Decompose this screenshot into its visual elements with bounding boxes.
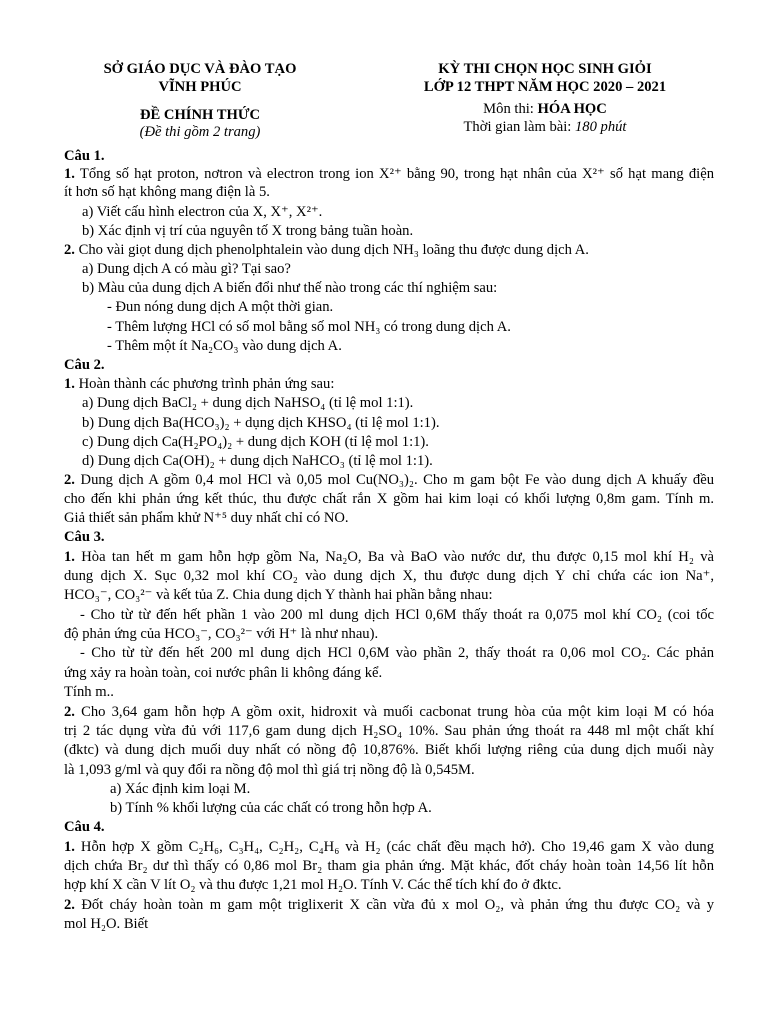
q3-part2-a: a) Xác định kim loại M. xyxy=(110,781,251,797)
q4-part2-line2: mol H₂O. Biết xyxy=(64,916,149,932)
q1-part2-b3: - Thêm một ít Na₂CO₃ vào dung dịch A. xyxy=(107,338,342,354)
question-4-title: Câu 4. xyxy=(64,819,105,835)
q3-part2-text: Cho 3,64 gam hỗn hợp A gồm oxit, hidroxit và muối cacbonat trung hòa của một kim loại M có hóa xyxy=(81,704,714,720)
question-3-title: Câu 3. xyxy=(64,529,105,545)
q4-part1-line2: dịch chứa Br₂ dư thì thấy có 0,86 mol Br₂ tham gia phản ứng. Mặt khác, đốt cháy hoàn toàn 14,56 lít hỗn xyxy=(64,858,714,874)
q3-part2-line4: là 1,093 g/ml và quy đổi ra nồng độ mol thì giá trị nồng độ là 0,545M. xyxy=(64,762,475,778)
q3-part1-line6: - Cho từ từ đến hết 200 ml dung dịch HCl 0,6M vào phần 2, thấy thoát ra 0,06 mol CO₂. Các phản xyxy=(80,645,714,661)
q1-part1-a: a) Viết cấu hình electron của X, X⁺, X²⁺. xyxy=(82,204,323,220)
q3-part1-line2: dung dịch X. Sục 0,32 mol khí CO₂ vào dung dịch X, thu được dung dịch Y chỉ chứa các ion Na⁺, xyxy=(64,568,714,584)
exam-name: KỲ THI CHỌN HỌC SINH GIỎI xyxy=(438,61,652,77)
q3-part1-line8: Tính m.. xyxy=(64,684,114,700)
q3-part1-line5: độ phản ứng của HCO₃⁻, CO₃²⁻ với H⁺ là như nhau). xyxy=(64,626,379,642)
q3-part2-line3: (đktc) và dung dịch muối duy nhất có nồng độ 10,876%. Biết khối lượng riêng của dung dịch muối này xyxy=(64,742,714,758)
q3-part1-line4: - Cho từ từ đến hết phần 1 vào 200 ml dung dịch HCl 0,6M thấy thoát ra 0,075 mol khí CO₂ (coi tốc xyxy=(80,607,714,623)
q2-part1-number: 1. xyxy=(64,376,75,392)
q3-part2-b: b) Tính % khối lượng của các chất có trong hỗn hợp A. xyxy=(110,800,432,816)
q2-part2-line1 xyxy=(64,473,714,488)
q3-part2-number: 2. xyxy=(64,704,75,720)
exam-year: LỚP 12 THPT NĂM HỌC 2020 – 2021 xyxy=(423,79,667,95)
q4-part1-line3: hợp khí X cần V lít O₂ và thu được 1,21 mol H₂O. Tính V. Các thể tích khí đo ở đktc. xyxy=(64,877,562,893)
subject-label: Môn thi: xyxy=(483,101,538,117)
q3-part1-line1 xyxy=(64,550,714,565)
q2-part1-c: c) Dung dịch Ca(H₂PO₄)₂ + dung dịch KOH (tỉ lệ mol 1:1). xyxy=(82,434,429,450)
q2-part2-line2: cho đến khi phản ứng kết thúc, thu được chất rắn X gồm hai kim loại có khối lượng 0,8m gam. Tính m. xyxy=(64,491,714,507)
official-label: ĐỀ CHÍNH THỨC xyxy=(139,107,260,123)
subject-line xyxy=(380,102,710,117)
q2-part1-text: Hoàn thành các phương trình phản ứng sau: xyxy=(78,376,335,392)
q3-part1-text: Hòa tan hết m gam hỗn hợp gồm Na, Na₂O, Ba và BaO vào nước dư, thu được 0,15 mol khí H₂ và xyxy=(81,549,714,565)
q1-part2-number: 2. xyxy=(64,242,75,258)
time-label: Thời gian làm bài: xyxy=(463,119,575,135)
q4-part1-number: 1. xyxy=(64,839,75,855)
q1-part2-a: a) Dung dịch A có màu gì? Tại sao? xyxy=(82,261,291,277)
q1-part1-text: Tổng số hạt proton, nơtron và electron trong ion X²⁺ bằng 90, trong hạt nhân của X²⁺ số hạt mang điện xyxy=(79,166,714,182)
time-value: 180 phút xyxy=(575,119,627,135)
q3-part1-line7: ứng xảy ra hoàn toàn, coi nước phân li không đáng kể. xyxy=(64,665,383,681)
province-name: VĨNH PHÚC xyxy=(158,79,242,95)
q1-part1-line1 xyxy=(64,167,714,182)
q2-part1-b: b) Dung dịch Ba(HCO₃)₂ + dụng dịch KHSO₄ (tỉ lệ mol 1:1). xyxy=(82,415,440,431)
q1-part1-number: 1. xyxy=(64,166,75,182)
q2-part1-a: a) Dung dịch BaCl₂ + dung dịch NaHSO₄ (tỉ lệ mol 1:1). xyxy=(82,395,414,411)
department-name: SỞ GIÁO DỤC VÀ ĐÀO TẠO xyxy=(103,61,297,77)
q2-part2-line3: Giả thiết sản phẩm khử N⁺⁵ duy nhất chỉ có NO. xyxy=(64,510,349,526)
q1-part2-text: Cho vài giọt dung dịch phenolphtalein vào dung dịch NH₃ loãng thu được dung dịch A. xyxy=(78,242,589,258)
q1-part2-b1: - Đun nóng dung dịch A một thời gian. xyxy=(107,299,334,315)
q3-part2-line2: trị 2 tác dụng vừa đủ với 117,6 gam dung dịch H₂SO₄ 10%. Sau phản ứng thoát ra 448 ml một chất khí xyxy=(64,723,714,739)
time-line xyxy=(380,120,710,135)
q4-part2-line1 xyxy=(64,898,714,913)
q1-part1-line2: ít hơn số hạt không mang điện là 5. xyxy=(64,184,270,200)
q2-part1-d: d) Dung dịch Ca(OH)₂ + dung dịch NaHCO₃ (tỉ lệ mol 1:1). xyxy=(82,453,433,469)
q1-part2-b2: - Thêm lượng HCl có số mol bằng số mol NH₃ có trong dung dịch A. xyxy=(107,319,511,335)
q1-part2-line1 xyxy=(64,243,589,258)
subject-value: HÓA HỌC xyxy=(537,101,607,117)
q4-part2-number: 2. xyxy=(64,897,75,913)
q2-part1-line1 xyxy=(64,377,334,392)
q1-part2-b: b) Màu của dung dịch A biến đổi như thế nào trong các thí nghiệm sau: xyxy=(82,280,498,296)
question-2-title: Câu 2. xyxy=(64,357,105,373)
question-1-title: Câu 1. xyxy=(64,148,105,164)
q2-part2-text: Dung dịch A gồm 0,4 mol HCl và 0,05 mol Cu(NO₃)₂. Cho m gam bột Fe vào dung dịch A khuấy đều xyxy=(80,472,714,488)
q3-part1-line3: HCO₃⁻, CO₃²⁻ và kết tủa Z. Chia dung dịch Y thành hai phần bằng nhau: xyxy=(64,587,493,603)
q2-part2-number: 2. xyxy=(64,472,75,488)
q4-part1-text: Hỗn hợp X gồm C₂H₆, C₃H₄, C₂H₂, C₄H₆ và H₂ (các chất đều mạch hở). Cho 19,46 gam X vào dung xyxy=(80,839,715,855)
q4-part2-text: Đốt cháy hoàn toàn m gam một triglixerit X cần vừa đủ x mol O₂, và phản ứng thu được CO₂ và y xyxy=(81,897,715,913)
q4-part1-line1 xyxy=(64,840,714,855)
q3-part1-number: 1. xyxy=(64,549,75,565)
q1-part1-b: b) Xác định vị trí của nguyên tố X trong bảng tuần hoàn. xyxy=(82,223,414,239)
q3-part2-line1 xyxy=(64,705,714,720)
pages-note: (Đề thi gồm 2 trang) xyxy=(139,124,261,140)
